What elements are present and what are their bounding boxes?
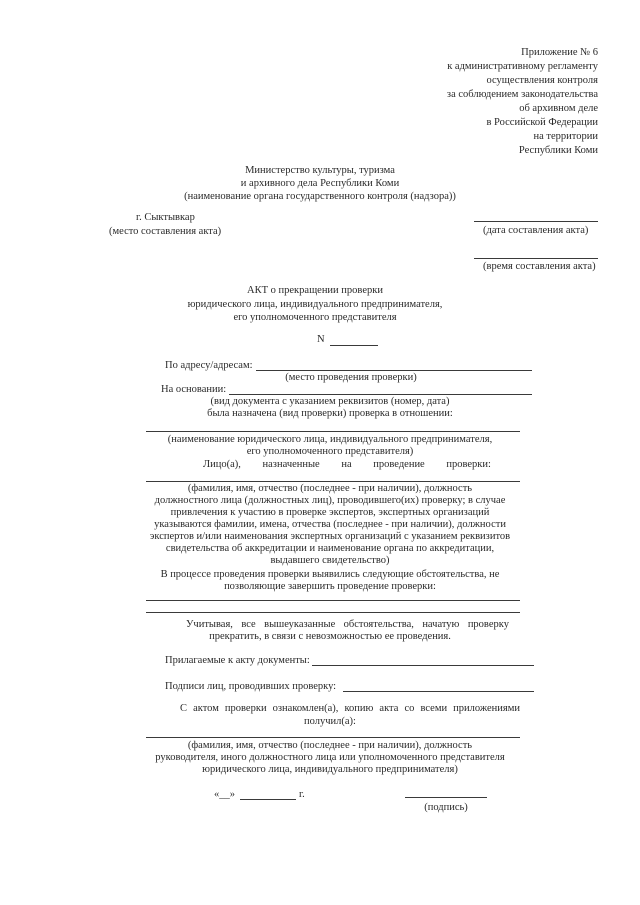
authority-line2: и архивного дела Республики Коми [240,178,400,189]
persons-caption: экспертов и/или наименования экспертных организаций с указанием реквизитов [149,531,511,542]
persons-caption: свидетельства об аккредитации и наименование органа по аккредитации, [165,543,495,554]
address-label: По адресу/адресам: [165,360,253,371]
persons-caption: указываются фамилии, имена, отчества (последнее - при наличии), должности [154,519,506,530]
attached-label: Прилагаемые к акту документы: [165,655,310,666]
persons-caption: выдавшего свидетельство) [270,555,390,566]
appendix-line: об архивном деле [519,103,598,114]
address-line [256,370,532,371]
acquainted-word: приложениями [453,703,520,714]
date-year-suffix: г. [299,789,305,800]
acquainted-word: копию [344,703,374,714]
persons-word: Лицо(а), [203,459,241,470]
date-caption: (дата составления акта) [483,225,589,236]
act-number-label: N [317,334,325,345]
recipient-caption: юридического лица, индивидуального предпринимателя) [202,764,458,775]
signature-line [405,797,487,798]
considering-word: Учитывая, [186,619,233,630]
recipient-caption: руководителя, иного должностного лица или уполномоченного представителя [155,752,505,763]
acquainted-word: С [180,703,188,714]
appendix-line: Республики Коми [518,145,598,156]
recipient-caption: (фамилия, имя, отчество (последнее - при наличии), должность [187,740,473,751]
signatures-line [343,691,534,692]
basis-caption: (вид документа с указанием реквизитов (номер, дата) [210,396,450,407]
basis-label: На основании: [161,384,227,395]
considering-word: все [241,619,256,630]
considering-word: проверку [467,619,509,630]
considering-word: начатую [422,619,460,630]
date-day: «__» [214,789,235,800]
time-caption: (время составления акта) [483,261,596,272]
circumstances-line [146,612,520,613]
persons-line [146,481,520,482]
appendix-line: к административному регламенту [447,61,598,72]
persons-caption: должностного лица (должностных лиц), проводившего(их) проверку; в случае [154,495,506,506]
appendix-line: на территории [533,131,598,142]
subject-caption: (наименование юридического лица, индивидуального предпринимателя, [167,434,493,445]
acquainted-word: всеми [420,703,448,714]
date-line [474,221,598,222]
acquainted-text [180,703,520,715]
persons-label [203,459,491,471]
acquainted-word: со [404,703,415,714]
circumstances-text-2: позволяющие завершить проведение проверки: [224,581,436,592]
date-month-line [240,799,296,800]
circumstances-line [146,600,520,601]
recipient-line [146,737,520,738]
circumstances-text: В процессе проведения проверки выявились следующие обстоятельства, не [160,569,500,580]
acquainted-text-2: получил(а): [304,716,356,727]
appendix-line: за соблюдением законодательства [446,89,598,100]
address-caption: (место проведения проверки) [285,372,417,383]
act-title-line2: юридического лица, индивидуального предпринимателя, [187,299,443,310]
considering-text-2: прекратить, в связи с невозможностью ее проведения. [209,631,451,642]
persons-word: назначенные [262,459,320,470]
appendix-line: осуществления контроля [486,75,598,86]
considering-word: вышеуказанные [264,619,336,630]
signatures-label: Подписи лиц, проводивших проверку: [165,681,337,692]
subject-line [146,431,520,432]
attached-line [312,665,534,666]
persons-word: на [341,459,352,470]
basis-line [229,394,532,395]
basis-caption-2: была назначена (вид проверки) проверка в отношении: [207,408,453,419]
place-caption: (место составления акта) [109,226,222,237]
persons-word: проверки: [446,459,491,470]
considering-text [186,619,509,631]
appendix-line: Приложение № 6 [521,47,598,58]
signature-caption: (подпись) [424,802,468,813]
persons-caption: (фамилия, имя, отчество (последнее - при наличии), должность [187,483,473,494]
acquainted-word: проверки [224,703,267,714]
city: г. Сыктывкар [136,212,195,223]
act-number-line [330,345,378,346]
persons-word: проведение [373,459,425,470]
appendix-line: в Российской Федерации [486,117,598,128]
authority-caption: (наименование органа государственного контроля (надзора)) [184,191,456,202]
act-title: АКТ о прекращении проверки [247,285,383,296]
subject-caption-2: его уполномоченного представителя) [246,446,414,457]
time-line [474,258,598,259]
act-title-line3: его уполномоченного представителя [233,312,397,323]
acquainted-word: акта [379,703,399,714]
considering-word: обстоятельства, [343,619,414,630]
acquainted-word: ознакомлен(а), [272,703,339,714]
authority-line1: Министерство культуры, туризма [245,165,395,176]
persons-caption: привлечения к участию в проверке экспертов, экспертных организаций [170,507,490,518]
acquainted-word: актом [193,703,219,714]
